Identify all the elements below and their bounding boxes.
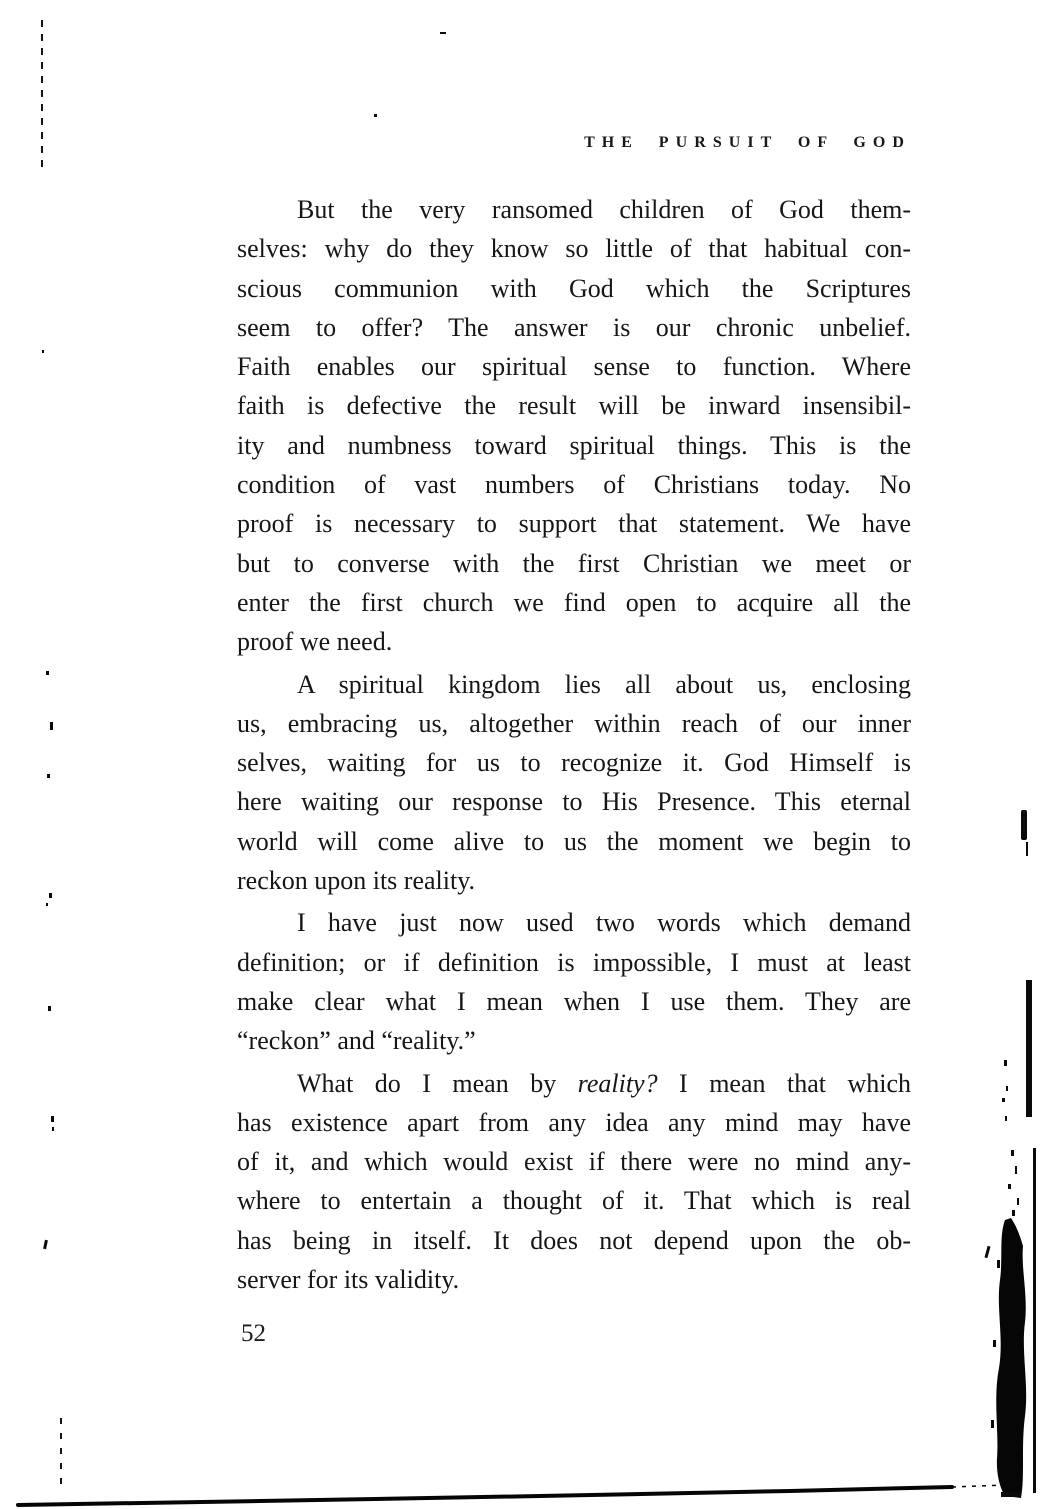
scan-artifact-speck: [47, 774, 50, 778]
scan-artifact-right-blob: [1021, 810, 1027, 840]
scan-artifact-speck: [50, 722, 53, 730]
text-run: I mean that which: [657, 1068, 911, 1098]
text-line: here waiting our response to His Presence. This eternal: [237, 787, 911, 817]
scan-artifact-speck: [984, 1246, 990, 1258]
text-line: scious communion with God which the Scriptures: [237, 273, 911, 303]
text-line: [237, 1064, 911, 1103]
scan-artifact-speck: [1006, 1086, 1008, 1091]
text-line: reckon upon its reality.: [237, 866, 476, 896]
scan-artifact-speck: [49, 893, 52, 898]
scan-artifact-speck: [51, 1116, 54, 1122]
page-number: 52: [241, 1320, 266, 1347]
text-run: What do I mean by: [297, 1068, 578, 1098]
text-line: us, embracing us, altogether within reach of our inner: [237, 708, 911, 738]
text-line: world will come alive to us the moment we begin to: [237, 826, 911, 856]
text-block: [237, 190, 911, 1302]
scan-artifact-speck: [42, 350, 44, 353]
text-line: selves: why do they know so little of that habitual con-: [237, 234, 911, 264]
scan-artifact-speck: [43, 1240, 48, 1249]
text-line: condition of vast numbers of Christians today. No: [237, 470, 911, 500]
text-line: but to converse with the first Christian we meet or: [237, 548, 911, 578]
scan-artifact-left-dashed-line-bottom: [60, 1418, 62, 1492]
text-line: make clear what I mean when I use them. They are: [237, 986, 911, 1016]
text-line: where to entertain a thought of it. That which is real: [237, 1186, 911, 1216]
running-header: THE PURSUIT OF GOD: [584, 134, 911, 151]
text-line: proof we need.: [237, 627, 393, 657]
text-line: I have just now used two words which demand: [297, 908, 911, 938]
text-line: seem to offer? The answer is our chronic unbelief.: [237, 312, 911, 342]
scan-artifact-speck: [440, 32, 446, 34]
text-line: definition; or if definition is impossible, I must at least: [237, 947, 911, 977]
text-line: proof is necessary to support that statement. We have: [237, 509, 911, 539]
scan-artifact-speck: [1002, 1098, 1005, 1102]
text-line: enter the first church we find open to acquire all the: [237, 587, 911, 617]
paragraph: [237, 1064, 911, 1300]
scan-artifact-speck: [1005, 1116, 1007, 1121]
text-line: Faith enables our spiritual sense to function. Where: [237, 352, 911, 382]
paragraph: [237, 190, 911, 662]
paragraph: [237, 665, 911, 901]
text-line: ity and numbness toward spiritual things. This is the: [237, 430, 911, 460]
scan-artifact-right-bar: [1026, 980, 1032, 1117]
text-line: A spiritual kingdom lies all about us, enclosing: [297, 669, 911, 699]
scan-artifact-bottom-line: [0, 1478, 1043, 1509]
scan-artifact-left-dashed-line: [41, 20, 43, 168]
text-line: server for its validity.: [237, 1265, 460, 1295]
scan-artifact-speck: [48, 1006, 51, 1011]
text-line: of it, and which would exist if there were no mind any-: [237, 1147, 911, 1177]
text-line: has existence apart from any idea any mind may have: [237, 1107, 911, 1137]
text-line: But the very ransomed children of God them-: [297, 195, 911, 224]
scan-artifact-speck: [52, 1127, 54, 1131]
scan-artifact-speck: [1004, 1060, 1007, 1066]
scan-artifact-ink-smudge: [975, 1140, 1043, 1509]
scan-artifact-speck: [374, 114, 377, 117]
paragraph: [237, 903, 911, 1060]
scan-artifact-speck: [46, 671, 49, 675]
scan-artifact-speck: [46, 903, 48, 906]
text-line: “reckon” and “reality.”: [237, 1026, 476, 1056]
text-line: selves, waiting for us to recognize it. God Himself is: [237, 748, 911, 778]
text-line: has being in itself. It does not depend upon the ob-: [237, 1225, 911, 1255]
text-line: faith is defective the result will be inward insensibil-: [237, 391, 911, 421]
italic-word: reality?: [577, 1068, 658, 1098]
scan-artifact-speck: [1026, 842, 1028, 856]
